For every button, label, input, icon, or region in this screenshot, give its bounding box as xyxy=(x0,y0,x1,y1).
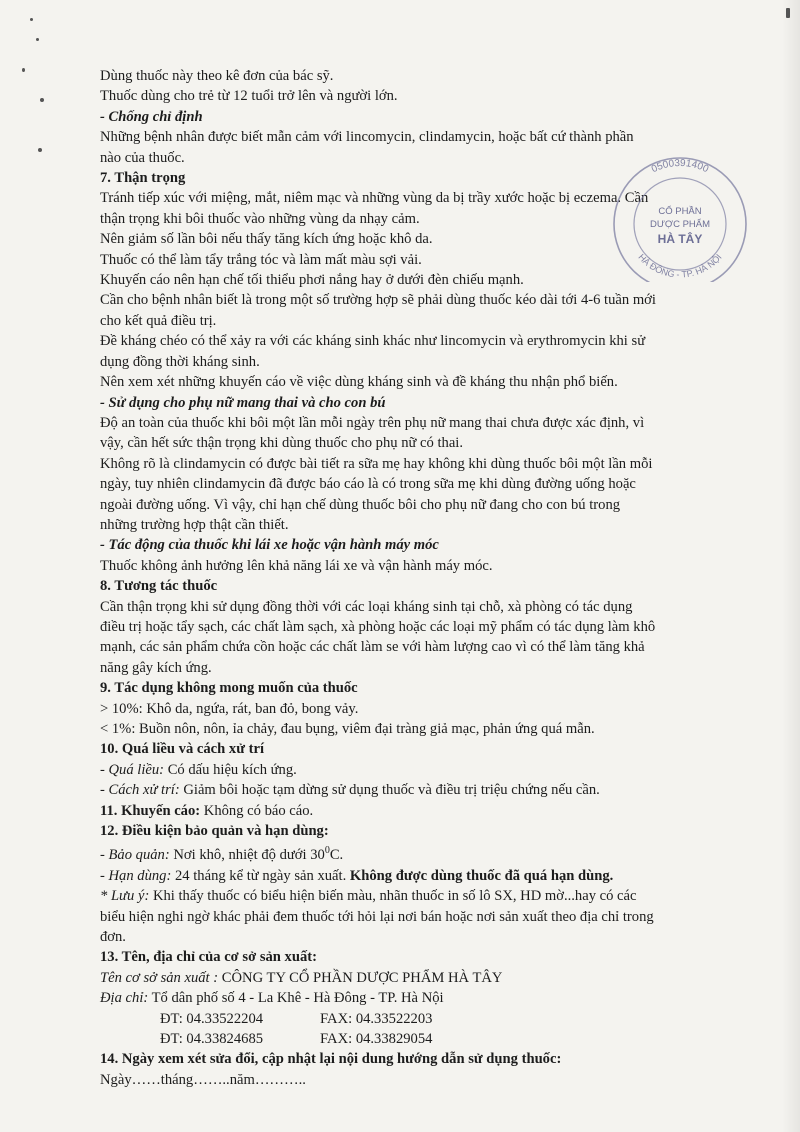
text-line: Độ an toàn của thuốc khi bôi một lần mỗi ngày trên phụ nữ mang thai chưa được xác định, vì xyxy=(100,414,645,431)
cach-xu-tri-label: - Cách xử trí: xyxy=(100,782,180,799)
han-dung-label: - Hạn dùng: xyxy=(100,867,172,884)
subheading-phu-nu-mang-thai: - Sử dụng cho phụ nữ mang thai và cho con bú xyxy=(100,394,386,411)
ten-co-so-label: Tên cơ sở sản xuất : xyxy=(100,969,219,986)
han-dung-text: 24 tháng kể từ ngày sản xuất. xyxy=(171,867,350,884)
scan-speck xyxy=(22,68,25,72)
text-line: biểu hiện nghi ngờ khác phải đem thuốc tới hỏi lại nơi bán hoặc nơi sản xuất theo địa chỉ trong xyxy=(100,908,654,925)
cach-xu-tri-line xyxy=(100,780,770,800)
seal-line-3: HÀ TÂY xyxy=(657,232,703,246)
cach-xu-tri-text: Giảm bôi hoặc tạm dừng sử dụng thuốc và điều trị triệu chứng nếu cần. xyxy=(179,782,600,799)
text-line: Đề kháng chéo có thể xảy ra với các kháng sinh khác như lincomycin và erythromycin khi sử xyxy=(100,333,646,350)
text-line: Cần cho bệnh nhân biết là trong một số trường hợp sẽ phải dùng thuốc kéo dài tới 4-6 tuần mới xyxy=(100,292,656,309)
text-line: dụng đồng thời kháng sinh. xyxy=(100,353,260,370)
text-line: mạnh, các sản phẩm chứa cồn hoặc các chất làm se với hàm lượng cao vì có thể làm tăng khả xyxy=(100,639,645,656)
text-line: điều trị hoặc tẩy sạch, các chất làm sạch, xà phòng hoặc các loại mỹ phẩm có tác dụng làm khô xyxy=(100,618,656,635)
contact-line-1 xyxy=(100,1009,770,1029)
section-heading-10: 10. Quá liều và cách xử trí xyxy=(100,741,265,758)
fax-1: FAX: 04.33522203 xyxy=(320,1010,433,1027)
seal-line-2: DƯỢC PHẨM xyxy=(649,219,711,230)
han-dung-line xyxy=(100,866,770,886)
text-line: Nên xem xét những khuyến cáo về việc dùng kháng sinh và đề kháng thu nhận phổ biến. xyxy=(100,374,618,391)
subheading-chong-chi-dinh: - Chống chỉ định xyxy=(100,108,203,125)
text-line: ngoài đường uống. Vì vậy, chỉ hạn chế dùng thuốc bôi cho phụ nữ đang cho con bú trong xyxy=(100,496,621,513)
section-heading-8: 8. Tương tác thuốc xyxy=(100,578,218,595)
seal-bottom-text: HÀ ĐÔNG - TP. HÀ NỘI xyxy=(636,251,724,280)
bao-quan-label: - Bảo quản: xyxy=(100,847,170,864)
scan-speck xyxy=(36,38,39,41)
text-line: nào của thuốc. xyxy=(100,149,185,166)
svg-text:0500391400 xyxy=(650,158,711,175)
dia-chi-text: Tổ dân phố số 4 - La Khê - Hà Đông - TP. Hà Nội xyxy=(148,990,444,1007)
text-line: Thuốc có thể làm tẩy trắng tóc và làm mất màu sợi vải. xyxy=(100,251,422,268)
luu-y-label: * Lưu ý: xyxy=(100,888,150,905)
section-heading-11: 11. Khuyến cáo: xyxy=(100,802,201,819)
luu-y-line xyxy=(100,886,770,906)
section-11-line xyxy=(100,801,770,821)
bao-quan-unit: C. xyxy=(329,847,344,864)
text-line: Cần thận trọng khi sử dụng đồng thời với các loại kháng sinh tại chỗ, xà phòng có tác dụng xyxy=(100,598,633,615)
text-line: Khuyến cáo nên hạn chế tối thiểu phơi nắng hay ở dưới đèn chiếu mạnh. xyxy=(100,272,524,289)
text-line: Không rõ là clindamycin có được bài tiết ra sữa mẹ hay không khi dùng thuốc bôi một lần mỗi xyxy=(100,455,653,472)
subheading-lai-xe: - Tác động của thuốc khi lái xe hoặc vận hành máy móc xyxy=(100,537,439,554)
text-line: cho kết quả điều trị. xyxy=(100,312,217,329)
text-line: những trường hợp thật cần thiết. xyxy=(100,516,289,533)
text-line: vậy, cần hết sức thận trọng khi dùng thuốc cho phụ nữ có thai. xyxy=(100,435,464,452)
scan-speck xyxy=(30,18,33,21)
phone-2: ĐT: 04.33824685 xyxy=(160,1030,264,1047)
text-line: năng gây kích ứng. xyxy=(100,659,212,676)
scan-speck xyxy=(40,98,44,102)
text-line: Những bệnh nhân được biết mẫn cảm với lincomycin, clindamycin, hoặc bất cứ thành phần xyxy=(100,129,634,146)
scan-edge-shadow xyxy=(782,0,800,1132)
qua-lieu-line xyxy=(100,760,770,780)
text-line: đơn. xyxy=(100,928,126,945)
ten-co-so-line xyxy=(100,968,770,988)
section-heading-9: 9. Tác dụng không mong muốn của thuốc xyxy=(100,680,358,697)
dia-chi-label: Địa chỉ: xyxy=(100,990,149,1007)
text-line: ngày, tuy nhiên clindamycin đã được báo cáo là có trong sữa mẹ khi dùng đường uống hoặc xyxy=(100,476,636,493)
text-line: Thuốc không ảnh hưởng lên khả năng lái xe và vận hành máy móc. xyxy=(100,557,493,574)
qua-lieu-label: - Quá liều: xyxy=(100,761,165,778)
luu-y-text: Khi thấy thuốc có biểu hiện biến màu, nhãn thuốc in số lô SX, HD mờ...hay có các xyxy=(149,888,637,905)
ten-co-so-text: CÔNG TY CỔ PHẦN DƯỢC PHẨM HÀ TÂY xyxy=(218,969,503,986)
contact-line-2 xyxy=(100,1029,770,1049)
scan-speck xyxy=(38,148,42,152)
han-dung-warning: Không được dùng thuốc đã quá hạn dùng. xyxy=(349,867,614,884)
text-line: < 1%: Buồn nôn, nôn, ỉa chảy, đau bụng, viêm đại tràng giả mạc, phản ứng quá mẫn. xyxy=(100,721,595,737)
text-line: thận trọng khi bôi thuốc vào những vùng da nhạy cảm. xyxy=(100,210,420,227)
fax-2: FAX: 04.33829054 xyxy=(320,1030,433,1047)
phone-1: ĐT: 04.33522204 xyxy=(160,1010,264,1027)
seal-tax-code: 0500391400 xyxy=(649,157,711,176)
section-heading-14: 14. Ngày xem xét sửa đổi, cập nhật lại nội dung hướng dẫn sử dụng thuốc: xyxy=(100,1051,562,1068)
section-11-text: Không có báo cáo. xyxy=(200,802,314,819)
dia-chi-line xyxy=(100,988,770,1008)
section-heading-13: 13. Tên, địa chỉ của cơ sở sản xuất: xyxy=(100,949,317,966)
text-line: Thuốc dùng cho trẻ từ 12 tuổi trở lên và người lớn. xyxy=(100,88,398,105)
qua-lieu-text: Có dấu hiệu kích ứng. xyxy=(164,761,297,778)
bao-quan-line xyxy=(100,841,770,865)
section-heading-7: 7. Thận trọng xyxy=(100,170,186,187)
seal-line-1: CỔ PHẦN xyxy=(658,206,702,217)
text-line: Tránh tiếp xúc với miệng, mắt, niêm mạc và những vùng da bị trầy xước hoặc bị eczema. Cần xyxy=(100,190,649,207)
text-line: > 10%: Khô da, ngứa, rát, ban đỏ, bong vảy. xyxy=(100,700,359,717)
svg-text:HÀ ĐÔNG - TP. HÀ NỘI xyxy=(636,252,723,280)
text-line: Dùng thuốc này theo kê đơn của bác sỹ. xyxy=(100,68,334,84)
section-heading-12: 12. Điều kiện bảo quản và hạn dùng: xyxy=(100,823,329,840)
date-line: Ngày……tháng……..năm……….. xyxy=(100,1071,306,1088)
company-seal xyxy=(600,152,760,282)
bao-quan-text: Nơi khô, nhiệt độ dưới 30 xyxy=(169,847,325,864)
degree-superscript: 0 xyxy=(324,845,330,857)
text-line: Nên giảm số lần bôi nếu thấy tăng kích ứng hoặc khô da. xyxy=(100,231,433,248)
